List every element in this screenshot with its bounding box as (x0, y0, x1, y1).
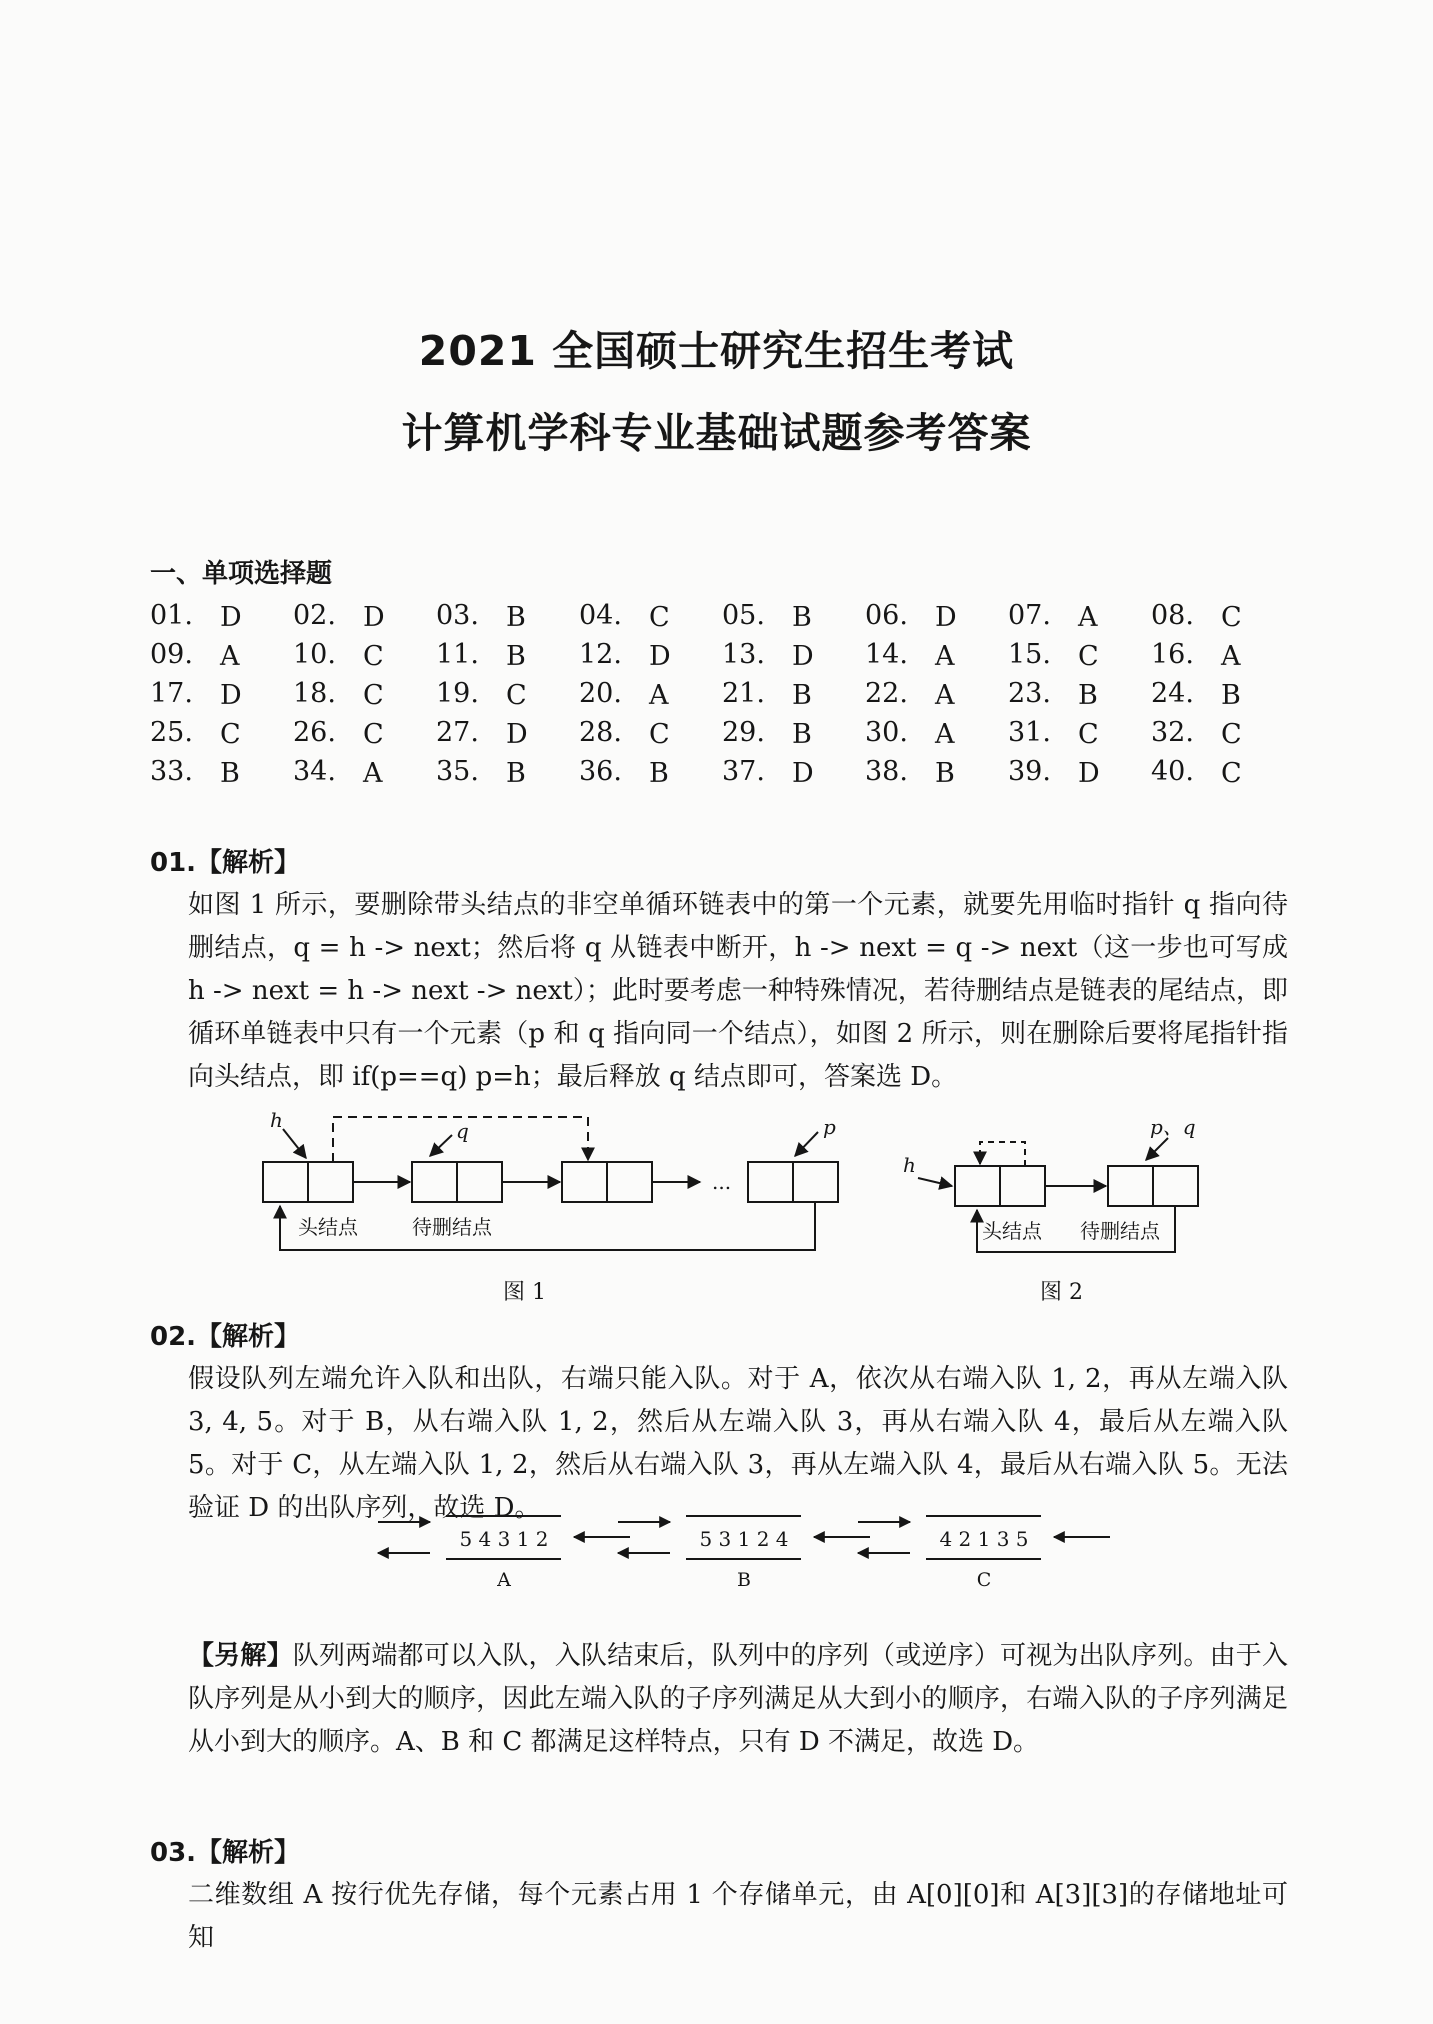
answer-number: 25. (150, 717, 193, 748)
fig2-target-label: 待删结点 (1080, 1219, 1160, 1243)
alt-label: 【另解】 (188, 1641, 293, 1671)
fig1-p-label: p (823, 1115, 836, 1139)
queue-option-label: C (976, 1569, 992, 1591)
answer-value: C (220, 719, 241, 750)
q02-heading: 02.【解析】 (150, 1322, 301, 1352)
answer-value: B (220, 758, 240, 789)
answer-value: D (220, 680, 242, 711)
answer-number: 31. (1008, 717, 1051, 748)
answer-value: C (1078, 641, 1099, 672)
answer-value: B (506, 641, 526, 672)
fig2-caption: 图 2 (1040, 1280, 1083, 1305)
answer-value: A (220, 641, 240, 672)
answer-value: D (935, 602, 957, 633)
fig1-head-label: 头结点 (298, 1215, 358, 1239)
answer-value: B (792, 719, 812, 750)
alt-text: 队列两端都可以入队，入队结束后，队列中的序列（或逆序）可视为出队序列。由于入队序列是从小到大的顺序，因此左端入队的子序列满足从大到小的顺序，右端入队的子序列满足从小到大的顺序。A、B 和 C 都满足这样特点，只有 D 不满足，故选 D。 (188, 1641, 1288, 1757)
fig2-head-label: 头结点 (982, 1219, 1042, 1243)
answer-number: 05. (722, 600, 765, 631)
answer-number: 03. (436, 600, 479, 631)
answer-number: 14. (865, 639, 908, 670)
fig1-target-label: 待删结点 (412, 1215, 492, 1239)
queue-sequence: 4 2 1 3 5 (939, 1527, 1029, 1551)
answer-number: 22. (865, 678, 908, 709)
answer-value: C (363, 719, 384, 750)
answer-number: 38. (865, 756, 908, 787)
answer-value: A (649, 680, 669, 711)
answer-number: 32. (1151, 717, 1194, 748)
queue-sequence: 5 3 1 2 4 (699, 1527, 789, 1551)
fig1-q-label: q (456, 1119, 469, 1143)
answer-number: 37. (722, 756, 765, 787)
answer-number: 09. (150, 639, 193, 670)
queue-option-label: B (737, 1569, 751, 1591)
answer-number: 26. (293, 717, 336, 748)
answer-value: C (1221, 602, 1242, 633)
answer-number: 28. (579, 717, 622, 748)
answer-number: 19. (436, 678, 479, 709)
answer-value: D (1078, 758, 1100, 789)
answer-number: 02. (293, 600, 336, 631)
answer-value: C (363, 680, 384, 711)
answer-number: 23. (1008, 678, 1051, 709)
answer-number: 13. (722, 639, 765, 670)
q02-alternative (188, 1635, 1288, 1764)
q03-explanation: 二维数组 A 按行优先存储，每个元素占用 1 个存储单元，由 A[0][0]和 A[3][3]的存储地址可知 (188, 1880, 1288, 1953)
q01-explanation: 如图 1 所示，要删除带头结点的非空单循环链表中的第一个元素，就要先用临时指针 q 指向待删结点，q = h -> next；然后将 q 从链表中断开，h -> next = q -> next（这一步也可写成 h -> next = h -> next -> next）；此时要考虑一种特殊情况，若待删结点是链表的尾结点，即循环单链表中只有一个元素（p 和 q 指向同一个结点），如图 2 所示，则在删除后要将尾指针指向头结点，即 if(p==q) p=h；最后释放 q 结点即可，答案选 D。 (188, 890, 1288, 1092)
answer-number: 35. (436, 756, 479, 787)
answer-value: C (1221, 719, 1242, 750)
answer-number: 33. (150, 756, 193, 787)
answer-value: A (1221, 641, 1241, 672)
answer-number: 11. (436, 639, 479, 670)
answer-number: 17. (150, 678, 193, 709)
answer-value: D (792, 758, 814, 789)
answer-value: C (506, 680, 527, 711)
answer-number: 21. (722, 678, 765, 709)
answer-value: D (363, 602, 385, 633)
section-heading: 一、单项选择题 (150, 559, 333, 589)
answer-number: 10. (293, 639, 336, 670)
answer-number: 24. (1151, 678, 1194, 709)
fig2-pq-label: p、q (1150, 1115, 1196, 1139)
answer-value: B (792, 602, 812, 633)
answer-number: 29. (722, 717, 765, 748)
q03-heading: 03.【解析】 (150, 1838, 301, 1868)
answer-value: B (506, 602, 526, 633)
answer-value: D (220, 602, 242, 633)
answer-number: 04. (579, 600, 622, 631)
q01-heading: 01.【解析】 (150, 848, 301, 878)
answer-value: A (935, 719, 955, 750)
fig1-h-label: h (270, 1108, 283, 1132)
page-subtitle: 计算机学科专业基础试题参考答案 (401, 409, 1032, 457)
answer-number: 20. (579, 678, 622, 709)
answer-number: 01. (150, 600, 193, 631)
answer-number: 18. (293, 678, 336, 709)
answer-value: A (363, 758, 383, 789)
answer-number: 07. (1008, 600, 1051, 631)
fig1-ellipsis: ... (712, 1170, 732, 1194)
answer-value: B (1078, 680, 1098, 711)
answer-value: A (1078, 602, 1098, 633)
answer-value: B (1221, 680, 1241, 711)
answer-value: B (649, 758, 669, 789)
answer-value: D (792, 641, 814, 672)
answer-number: 40. (1151, 756, 1194, 787)
answer-number: 16. (1151, 639, 1194, 670)
answer-value: C (649, 719, 670, 750)
answer-value: A (935, 680, 955, 711)
answer-value: B (935, 758, 955, 789)
answer-number: 15. (1008, 639, 1051, 670)
answer-value: B (792, 680, 812, 711)
answer-value: D (506, 719, 528, 750)
fig1-caption: 图 1 (503, 1280, 546, 1305)
answer-number: 08. (1151, 600, 1194, 631)
answer-value: A (935, 641, 955, 672)
answer-number: 30. (865, 717, 908, 748)
answer-number: 27. (436, 717, 479, 748)
answer-value: D (649, 641, 671, 672)
answer-number: 06. (865, 600, 908, 631)
answer-value: C (1221, 758, 1242, 789)
queue-sequence: 5 4 3 1 2 (459, 1527, 549, 1551)
answer-value: B (506, 758, 526, 789)
answer-number: 34. (293, 756, 336, 787)
answer-number: 12. (579, 639, 622, 670)
q02-explanation: 假设队列左端允许入队和出队，右端只能入队。对于 A，依次从右端入队 1, 2，再从左端入队 3, 4, 5。对于 B，从右端入队 1, 2，然后从左端入队 3，再从右端入队 4，最后从左端入队 5。对于 C，从左端入队 1, 2，然后从右端入队 3，再从左端入队 4，最后从右端入队 5。无法验证 D 的出队序列，故选 D。 (188, 1364, 1288, 1523)
answer-value: C (363, 641, 384, 672)
queue-option-label: A (497, 1569, 511, 1591)
page-title: 2021 全国硕士研究生招生考试 (418, 327, 1015, 375)
answer-value: C (649, 602, 670, 633)
answer-number: 39. (1008, 756, 1051, 787)
fig2-h-label: h (903, 1153, 916, 1177)
answer-number: 36. (579, 756, 622, 787)
answer-value: C (1078, 719, 1099, 750)
